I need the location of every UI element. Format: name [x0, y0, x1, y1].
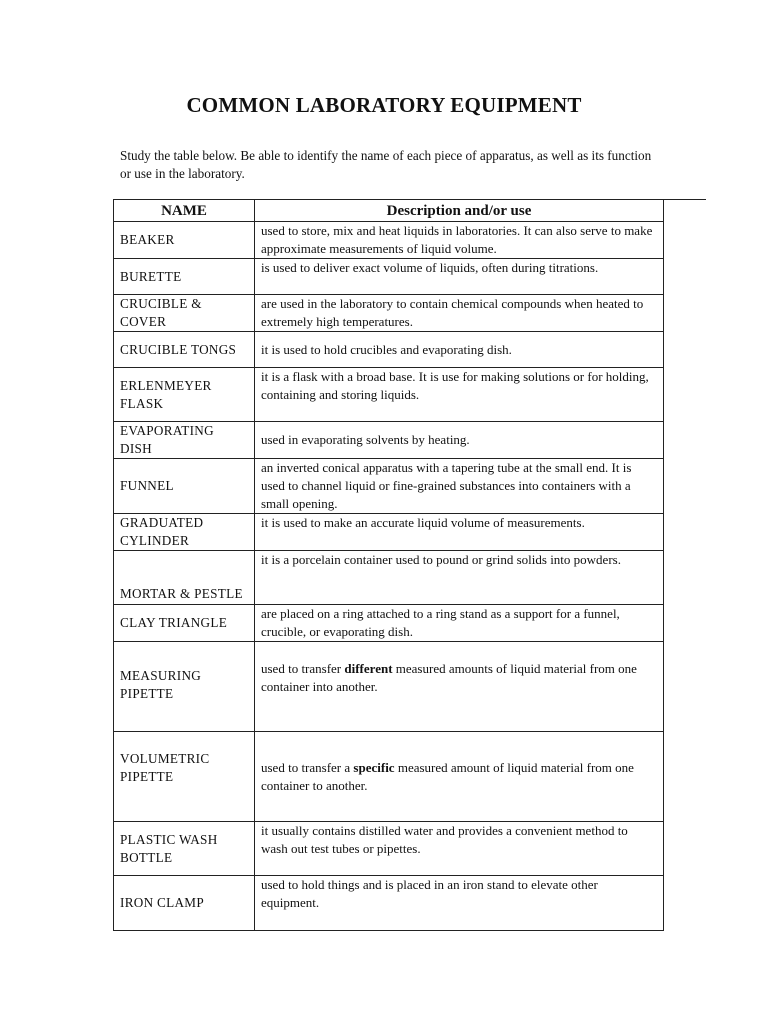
- horizontal-rule: [662, 199, 706, 200]
- table-row: [114, 332, 664, 368]
- equipment-description: used in evaporating solvents by heating.: [255, 422, 664, 459]
- equipment-description: is used to deliver exact volume of liquids, often during titrations.: [255, 259, 664, 295]
- equipment-description: are used in the laboratory to contain chemical compounds when heated to extremely high temperatures.: [255, 295, 664, 332]
- equipment-name: CRUCIBLE TONGS: [114, 332, 255, 368]
- equipment-name: [114, 642, 255, 732]
- equipment-description: [255, 732, 664, 822]
- equipment-table: [113, 199, 664, 931]
- description-emphasis: different: [344, 661, 393, 676]
- table-row: [114, 876, 664, 931]
- equipment-name: CRUCIBLE & COVER: [114, 295, 255, 332]
- description-text: measured amount of liquid material from one container to another.: [261, 760, 634, 793]
- table-row: [114, 259, 664, 295]
- equipment-description: are placed on a ring attached to a ring stand as a support for a funnel, crucible, or evaporating dish.: [255, 605, 664, 642]
- equipment-description: used to hold things and is placed in an iron stand to elevate other equipment.: [255, 876, 664, 931]
- table-header-row: [114, 200, 664, 222]
- table-row: [114, 551, 664, 605]
- equipment-name: ERLENMEYER FLASK: [114, 368, 255, 422]
- intro-paragraph: Study the table below. Be able to identify the name of each piece of apparatus, as well as its function or use in the laboratory.: [120, 148, 652, 181]
- table-row: [114, 422, 664, 459]
- equipment-description: it usually contains distilled water and provides a convenient method to wash out test tubes or pipettes.: [255, 822, 664, 876]
- table-row: [114, 295, 664, 332]
- equipment-description: an inverted conical apparatus with a tapering tube at the small end. It is used to channel liquid or fine-grained substances into containers with a small opening.: [255, 459, 664, 514]
- equipment-description: [255, 642, 664, 732]
- equipment-description: it is used to hold crucibles and evaporating dish.: [255, 332, 664, 368]
- table-row: [114, 459, 664, 514]
- table-row: [114, 822, 664, 876]
- equipment-name: CLAY TRIANGLE: [114, 605, 255, 642]
- description-text: used to transfer a: [261, 760, 354, 775]
- table-row: [114, 732, 664, 822]
- equipment-description: it is a flask with a broad base. It is use for making solutions or for holding, containing and storing liquids.: [255, 368, 664, 422]
- equipment-name: MORTAR & PESTLE: [114, 551, 255, 605]
- equipment-name-text: MEASURING PIPETTE: [120, 668, 202, 701]
- header-name: NAME: [114, 200, 255, 222]
- equipment-name-text: VOLUMETRIC PIPETTE: [120, 751, 210, 784]
- equipment-name: IRON CLAMP: [114, 876, 255, 931]
- equipment-description: used to store, mix and heat liquids in laboratories. It can also serve to make approximate measurements of liquid volume.: [255, 222, 664, 259]
- header-description: Description and/or use: [255, 200, 664, 222]
- table-row: [114, 222, 664, 259]
- table-row: [114, 368, 664, 422]
- equipment-name: BURETTE: [114, 259, 255, 295]
- table-row: [114, 605, 664, 642]
- equipment-name: [114, 732, 255, 822]
- equipment-name: BEAKER: [114, 222, 255, 259]
- equipment-name: EVAPORATING DISH: [114, 422, 255, 459]
- equipment-name: FUNNEL: [114, 459, 255, 514]
- page-title: COMMON LABORATORY EQUIPMENT: [186, 93, 582, 117]
- description-text: measured amounts of liquid material from one container into another.: [261, 661, 637, 694]
- table-row: [114, 642, 664, 732]
- description-emphasis: specific: [353, 760, 395, 775]
- description-text: used to transfer: [261, 661, 345, 676]
- equipment-name: PLASTIC WASH BOTTLE: [114, 822, 255, 876]
- equipment-description: it is used to make an accurate liquid volume of measurements.: [255, 514, 664, 551]
- equipment-name: GRADUATED CYLINDER: [114, 514, 255, 551]
- table-row: [114, 514, 664, 551]
- equipment-description: it is a porcelain container used to pound or grind solids into powders.: [255, 551, 664, 605]
